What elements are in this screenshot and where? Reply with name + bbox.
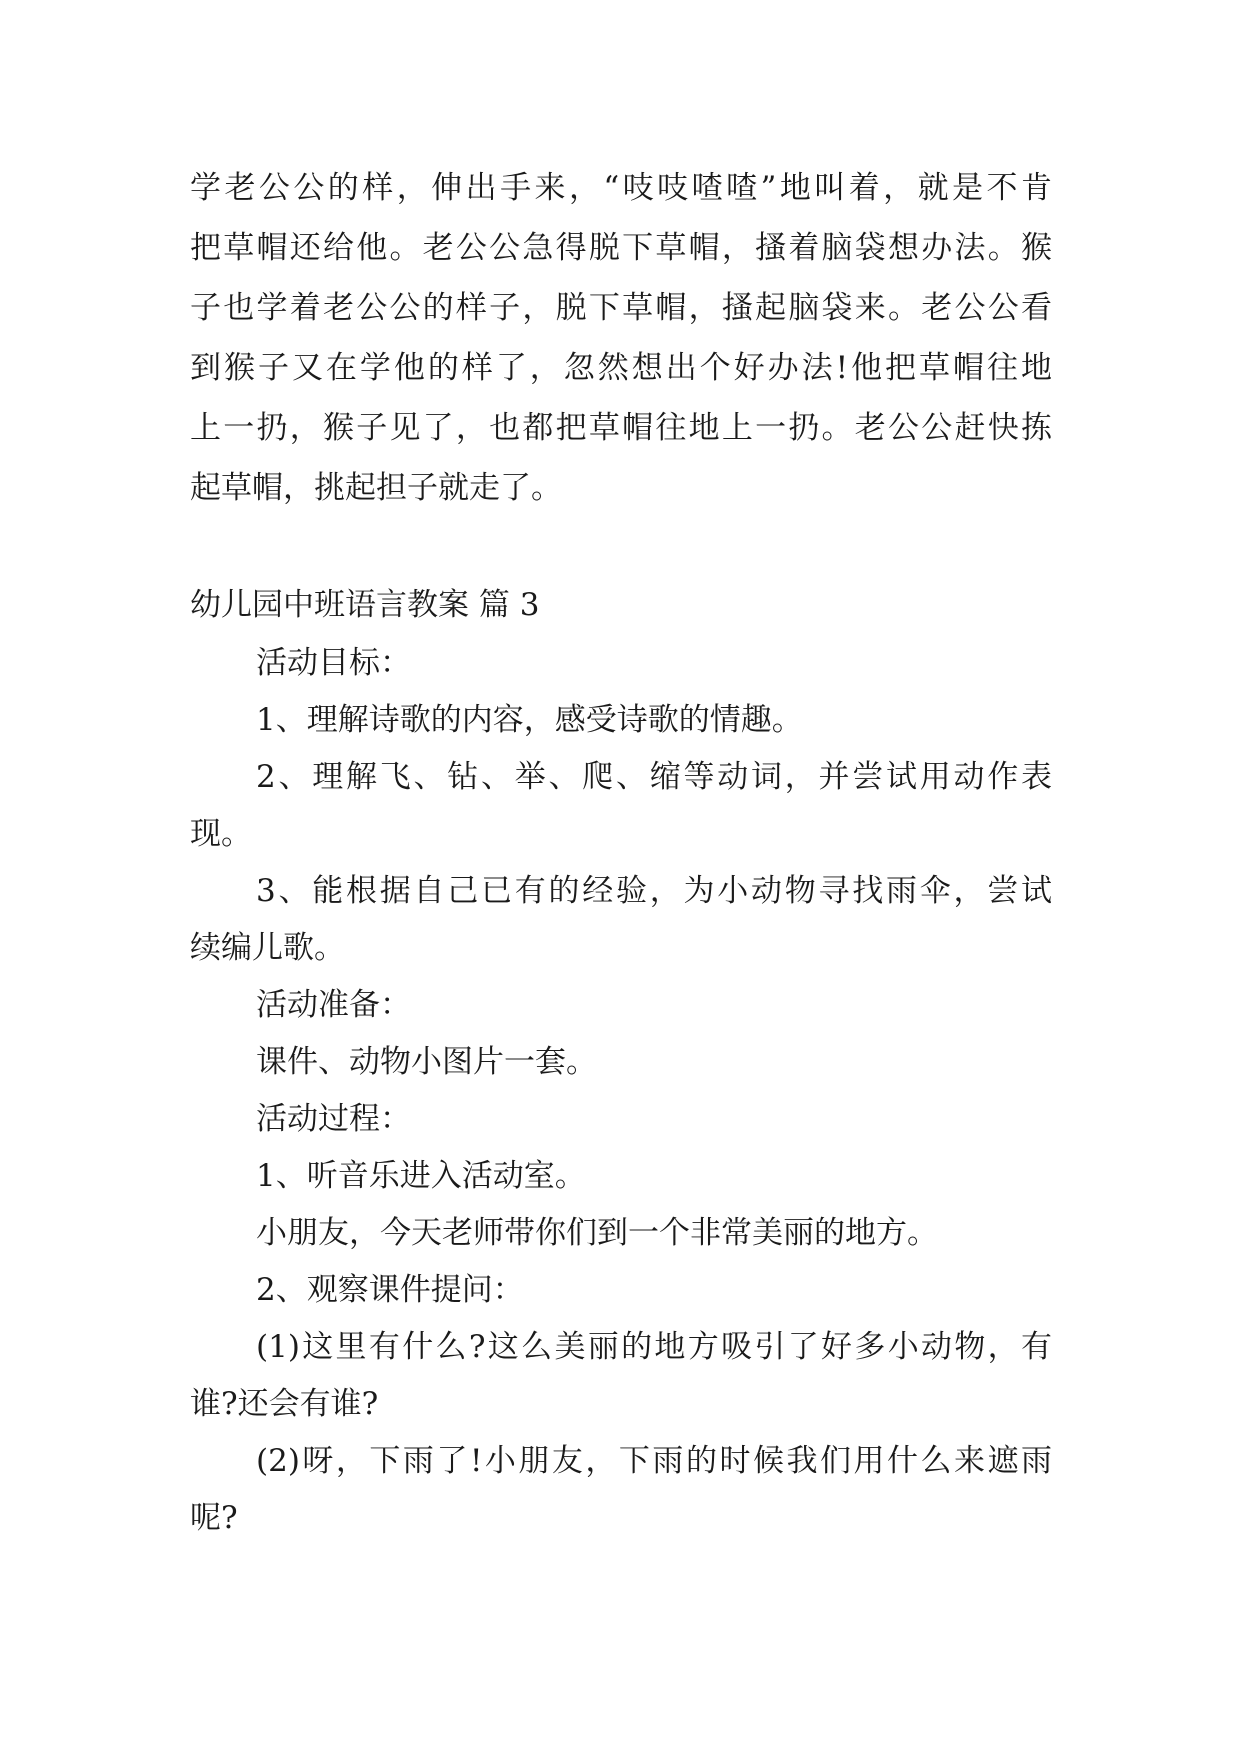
prep-heading: 活动准备： <box>256 987 411 1023</box>
goal-item-2: 2、理解飞、钻、举、爬、缩等动词，并尝试用动作表 <box>256 759 1052 795</box>
question-1: (1)这里有什么?这么美丽的地方吸引了好多小动物，有 <box>256 1329 1052 1365</box>
story-line-4: 到猴子又在学他的样了，忽然想出个好办法!他把草帽往地 <box>190 350 1052 386</box>
section-title: 幼儿园中班语言教案 篇 3 <box>190 587 540 623</box>
question-1-cont: 谁?还会有谁? <box>190 1386 379 1422</box>
question-2-cont: 呢? <box>190 1500 238 1536</box>
step-2: 2、观察课件提问： <box>256 1272 524 1308</box>
goal-item-3-cont: 续编儿歌。 <box>190 930 345 966</box>
goal-item-1: 1、理解诗歌的内容，感受诗歌的情趣。 <box>256 702 803 738</box>
goal-item-2-cont: 现。 <box>190 816 252 852</box>
story-line-6: 起草帽，挑起担子就走了。 <box>190 470 562 506</box>
step-1: 1、听音乐进入活动室。 <box>256 1158 586 1194</box>
step-1-text: 小朋友，今天老师带你们到一个非常美丽的地方。 <box>256 1215 938 1251</box>
prep-text: 课件、动物小图片一套。 <box>256 1044 597 1080</box>
goal-heading: 活动目标： <box>256 645 411 681</box>
goal-item-3: 3、能根据自己已有的经验，为小动物寻找雨伞，尝试 <box>256 873 1052 909</box>
story-line-2: 把草帽还给他。老公公急得脱下草帽，搔着脑袋想办法。猴 <box>190 230 1052 266</box>
story-line-3: 子也学着老公公的样子，脱下草帽，搔起脑袋来。老公公看 <box>190 290 1052 326</box>
process-heading: 活动过程： <box>256 1101 411 1137</box>
story-line-1: 学老公公的样，伸出手来，“吱吱喳喳”地叫着，就是不肯 <box>190 170 1052 206</box>
question-2: (2)呀，下雨了!小朋友，下雨的时候我们用什么来遮雨 <box>256 1443 1052 1479</box>
story-line-5: 上一扔，猴子见了，也都把草帽往地上一扔。老公公赶快拣 <box>190 410 1052 446</box>
